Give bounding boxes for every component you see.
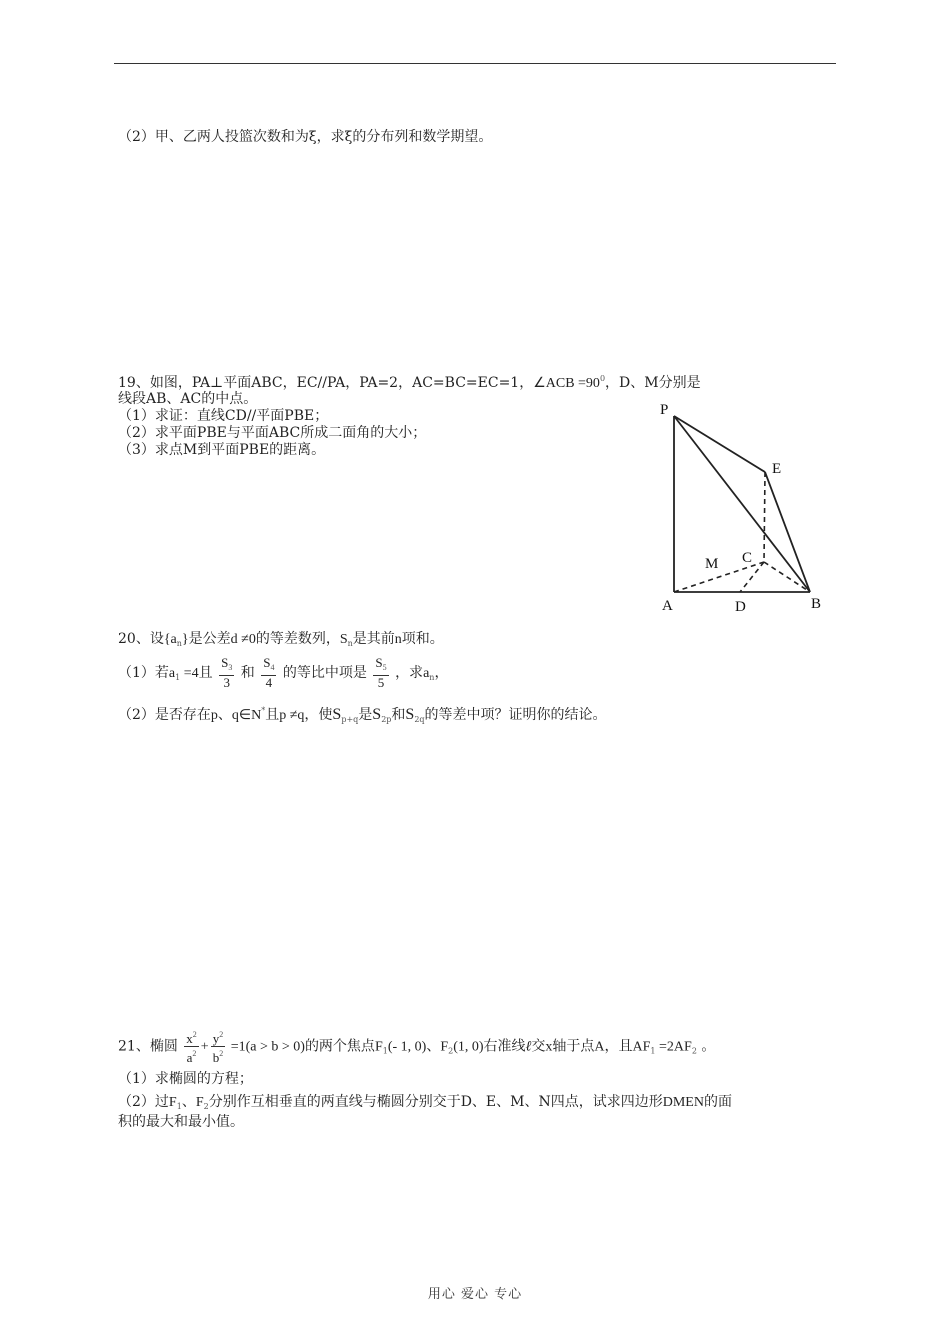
label-E: E <box>772 461 782 477</box>
edge-PE <box>674 416 765 472</box>
q19-part3: （3）求点M到平面PBE的距离。 <box>118 442 326 458</box>
edge-AC-dashed <box>674 562 764 592</box>
edge-EB <box>765 472 810 592</box>
fraction-x2-over-a2: $\frac{x^2}{a^2}$ <box>186 1030 197 1065</box>
label-P: P <box>660 402 669 418</box>
fraction-y2-over-b2: $\frac{y^2}{b^2}$ <box>212 1030 224 1065</box>
page-footer: 用心 爱心 专心 <box>427 1287 523 1302</box>
q19-part2: （2）求平面PBE与平面ABC所成二面角的大小； <box>118 425 427 441</box>
q20-part2: （2）是否存在p、q∈N*且p ≠q，使$S_{p+q}$是$S_{2p}$和$S_{2q}$的等差中项？证明你的结论。 <box>118 706 607 724</box>
q19-part1: （1）求证：直线CD//平面PBE； <box>118 408 329 424</box>
fraction-S4-over-4: $\frac{S_4}{4}$ <box>263 655 275 690</box>
edge-CB-dashed <box>764 562 810 592</box>
q20-line1: 20、设$\{a_n\}$是公差d ≠0的等差数列，$S_n$是其前n项和。 <box>118 631 444 648</box>
q21-part3: 积的最大和最小值。 <box>118 1114 244 1130</box>
fraction-S3-over-3: $\frac{S_3}{3}$ <box>221 655 233 690</box>
q19-geometry-figure <box>650 400 840 620</box>
label-D: D <box>735 599 746 615</box>
label-C: C <box>742 550 753 566</box>
q21-part2: （2）过$F_1$、$F_2$分别作互相垂直的两直线与椭圆分别交于D、E、M、N四点，试求四边形DMEN的面 <box>118 1094 732 1111</box>
q19-line1: 19、如图，PA⊥平面ABC，EC//PA，PA=2，AC=BC=EC=1，∠ACB $=90^0$，D、M分别是 <box>118 374 701 391</box>
q18-part2: （2）甲、乙两人投篮次数和为ξ，求ξ的分布列和数学期望。 <box>118 129 493 145</box>
header-rule <box>114 63 836 64</box>
label-M: M <box>705 556 719 572</box>
q20-part1: （1）若$a_1 =4$且 $\frac{S_3}{3}$ 和 $\frac{S_4}{4}$ 的等比中项是 $\frac{S_5}{5}$ ，求$a_n$， <box>118 655 449 690</box>
label-A: A <box>662 598 673 614</box>
q21-part1: （1）求椭圆的方程； <box>118 1071 253 1087</box>
q19-line2: 线段AB、AC的中点。 <box>118 391 258 407</box>
q21-line1: 21、椭圆 $\frac{x^2}{a^2}$ + $\frac{y^2}{b^2}$ =1(a > b > 0)的两个焦点$F_1(-$ 1, 0)、$F_2(1$, 0)右准线ℓ交x轴于点A，且$AF_1 =2AF_2$ 。 <box>118 1030 716 1065</box>
label-B: B <box>811 596 822 612</box>
fraction-S5-over-5: $\frac{S_5}{5}$ <box>375 655 387 690</box>
edge-EC-dashed <box>764 472 765 562</box>
